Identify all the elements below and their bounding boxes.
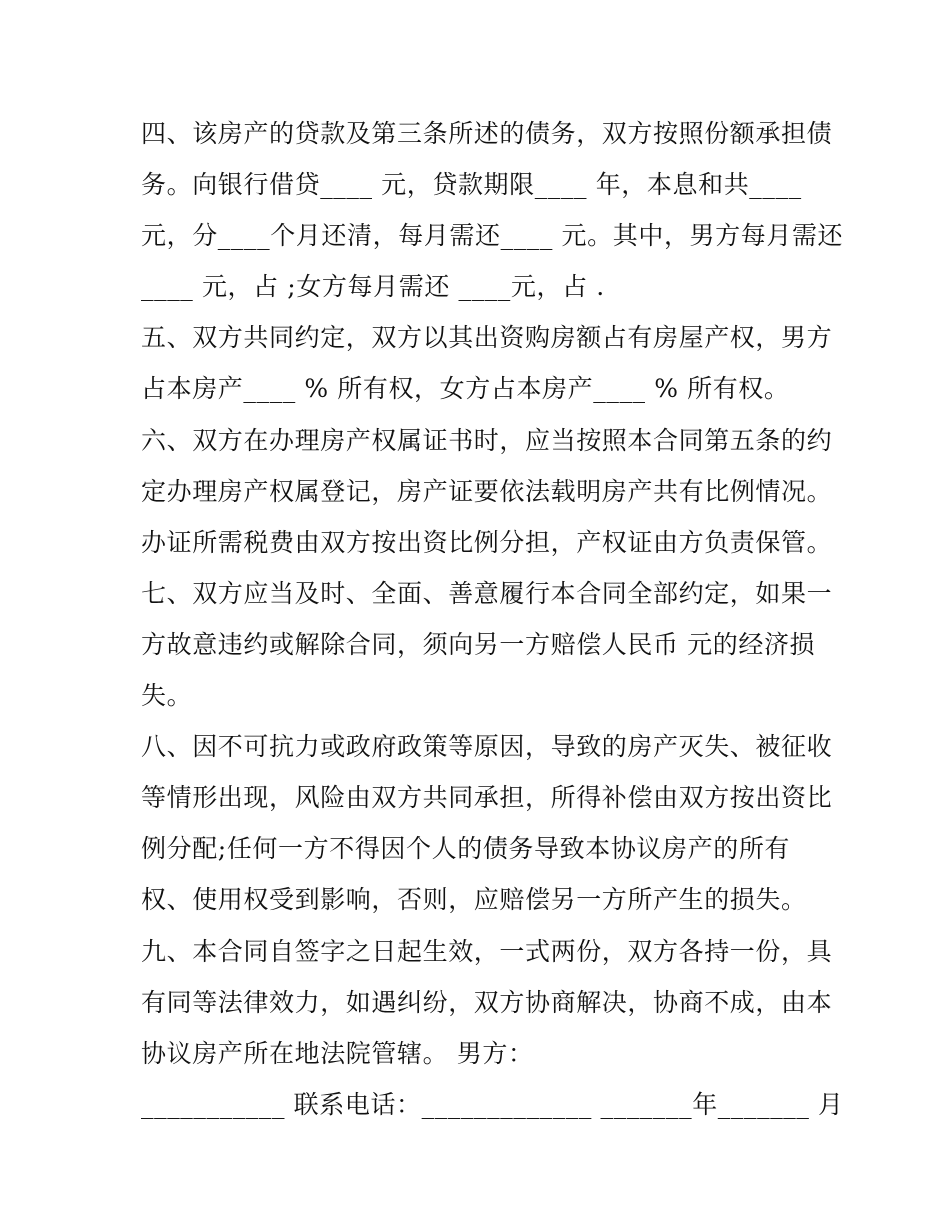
text-line: 协议房产所在地法院管辖。 男方： — [141, 1038, 534, 1068]
text-line: 五、双方共同约定，双方以其出资购房额占有房屋产权，男方 — [141, 323, 833, 353]
text-line: 定办理房产权属登记，房产证要依法载明房产共有比例情况。 — [141, 476, 833, 506]
text-line: 九、本合同自签字之日起生效，一式两份，双方各持一份，具 — [141, 936, 833, 966]
signature-line: ___________ 联系电话：_____________ _______年_______ 月 — [141, 1089, 844, 1119]
text-line: 例分配;任何一方不得因个人的债务导致本协议房产的所有 — [141, 834, 791, 864]
text-line: 务。向银行借贷____ 元，贷款期限____ 年，本息和共____ — [141, 170, 802, 200]
text-line: 六、双方在办理房产权属证书时，应当按照本合同第五条的约 — [141, 425, 833, 455]
text-line: 元，分____个月还清，每月需还____ 元。其中，男方每月需还 — [141, 221, 844, 251]
text-line: 办证所需税费由双方按出资比例分担，产权证由方负责保管。 — [141, 527, 833, 557]
text-line: 失。 — [141, 681, 193, 711]
text-line: 权、使用权受到影响，否则，应赔偿另一方所产生的损失。 — [141, 885, 807, 915]
text-line: 四、该房产的贷款及第三条所述的债务，双方按照份额承担债 — [141, 119, 833, 148]
contract-text — [141, 108, 844, 1130]
text-line: 方故意违约或解除合同，须向另一方赔偿人民币 元的经济损 — [141, 629, 816, 659]
text-line: ____ 元，占 ;女方每月需还 ____元，占 . — [141, 272, 605, 302]
text-line: 占本房产____ % 所有权，女方占本房产____ % 所有权。 — [141, 374, 790, 404]
text-line: 等情形出现，风险由双方共同承担，所得补偿由双方按出资比 — [141, 783, 833, 813]
text-line: 八、因不可抗力或政府政策等原因，导致的房产灭失、被征收 — [141, 732, 833, 762]
text-line: 有同等法律效力，如遇纠纷，双方协商解决，协商不成，由本 — [141, 987, 833, 1017]
text-line: 七、双方应当及时、全面、善意履行本合同全部约定，如果一 — [141, 578, 833, 608]
